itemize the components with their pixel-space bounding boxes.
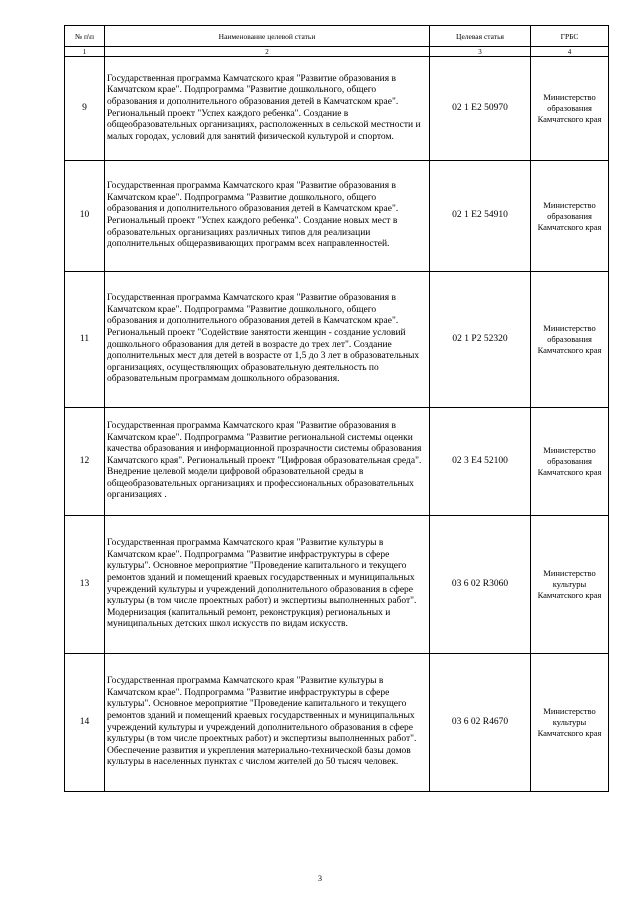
row-grbs: Министерство образования Камчатского края	[531, 161, 609, 272]
row-name: Государственная программа Камчатского края "Развитие образования в Камчатском крае". Подпрограмма "Развитие дошкольного, общего образования и дополнительного образования детей в Камчатском крае". Региональный проект "Содействие занятости женщин - создание условий дошкольного образования для детей в возрасте до трех лет". Создание дополнительных мест для детей в возрасте от 1,5 до 3 лет в образовательных организациях, осуществляющих образовательную деятельность по образовательным программам дошкольного образования.	[105, 272, 430, 408]
header-code: Целевая статья	[430, 26, 531, 47]
row-name: Государственная программа Камчатского края "Развитие культуры в Камчатском крае". Подпрограмма "Развитие инфраструктуры в сфере культуры". Основное мероприятие "Проведение капитального и текущего ремонтов зданий и помещений краевых государственных и муниципальных учреждений культуры и учреждений дополнительного образования в сфере культуры (в том числе проектных работ) и экспертизы выполненных работ". Модернизация (капитальный ремонт, реконструкция) региональных и муниципальных детских школ искусств по видам искусств.	[105, 516, 430, 654]
row-name: Государственная программа Камчатского края "Развитие образования в Камчатском крае". Подпрограмма "Развитие региональной системы оценки качества образования и информационной прозрачности системы образования Камчатского края". Региональный проект "Цифровая образовательная среда". Внедрение целевой модели цифровой образовательной среды в общеобразовательных организациях и профессиональных образовательных организациях .	[105, 408, 430, 516]
row-code: 02 1 E2 50970	[430, 57, 531, 161]
row-number: 12	[65, 408, 105, 516]
column-number: 3	[430, 47, 531, 57]
row-number: 13	[65, 516, 105, 654]
row-grbs: Министерство образования Камчатского края	[531, 272, 609, 408]
column-number: 2	[105, 47, 430, 57]
row-name: Государственная программа Камчатского края "Развитие образования в Камчатском крае". Подпрограмма "Развитие дошкольного, общего образования и дополнительного образования детей в Камчатском крае". Региональный проект "Успех каждого ребенка". Создание новых мест в образовательных организациях различных типов для реализации дополнительных общеразвивающих программ всех направленностей.	[105, 161, 430, 272]
row-code: 02 3 E4 52100	[430, 408, 531, 516]
header-grbs: ГРБС	[531, 26, 609, 47]
table-row	[65, 654, 609, 792]
header-num: № п\п	[65, 26, 105, 47]
row-number: 9	[65, 57, 105, 161]
table-row	[65, 161, 609, 272]
row-code: 02 1 E2 54910	[430, 161, 531, 272]
column-number-row	[65, 47, 609, 57]
row-code: 03 6 02 R4670	[430, 654, 531, 792]
row-code: 02 1 P2 52320	[430, 272, 531, 408]
row-number: 11	[65, 272, 105, 408]
table-header-row	[65, 26, 609, 47]
row-code: 03 6 02 R3060	[430, 516, 531, 654]
column-number: 4	[531, 47, 609, 57]
row-number: 14	[65, 654, 105, 792]
table-row	[65, 57, 609, 161]
row-grbs: Министерство культуры Камчатского края	[531, 516, 609, 654]
page-number: 3	[318, 874, 322, 883]
column-number: 1	[65, 47, 105, 57]
row-name: Государственная программа Камчатского края "Развитие образования в Камчатском крае". Подпрограмма "Развитие дошкольного, общего образования и дополнительного образования детей в Камчатском крае". Региональный проект "Успех каждого ребенка". Создание в общеобразовательных организациях, расположенных в сельской местности и малых городах, условий для занятий физической культурой и спортом.	[105, 57, 430, 161]
row-grbs: Министерство образования Камчатского края	[531, 408, 609, 516]
row-grbs: Министерство образования Камчатского края	[531, 57, 609, 161]
table-row	[65, 516, 609, 654]
table-row	[65, 408, 609, 516]
table-row	[65, 272, 609, 408]
header-name: Наименование целевой статьи	[105, 26, 430, 47]
row-number: 10	[65, 161, 105, 272]
targets-table	[64, 25, 609, 792]
row-grbs: Министерство культуры Камчатского края	[531, 654, 609, 792]
row-name: Государственная программа Камчатского края "Развитие культуры в Камчатском крае". Подпрограмма "Развитие инфраструктуры в сфере культуры". Основное мероприятие "Проведение капитального и текущего ремонтов зданий и помещений краевых государственных и муниципальных учреждений культуры и учреждений дополнительного образования в сфере культуры (в том числе проектных работ) и экспертизы выполненных работ". Обеспечение развития и укрепления материально-технической базы домов культуры в населенных пунктах с числом жителей до 50 тысяч человек.	[105, 654, 430, 792]
